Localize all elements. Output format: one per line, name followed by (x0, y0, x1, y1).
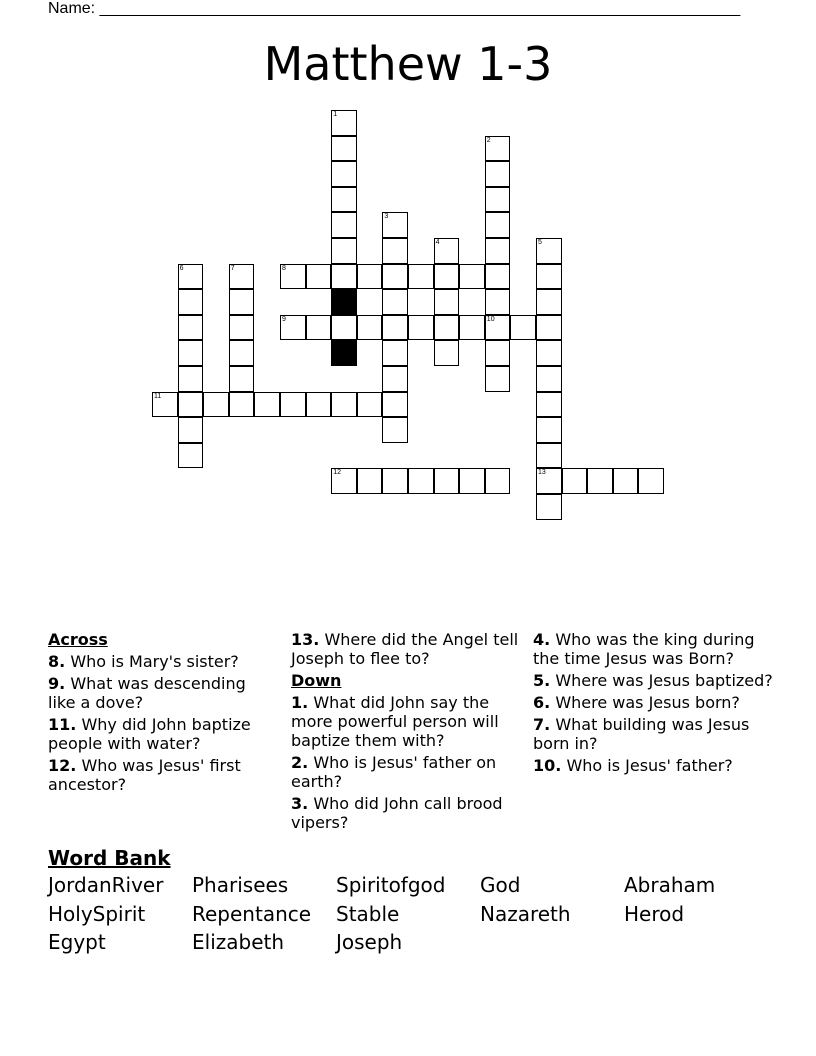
crossword-cell[interactable] (331, 161, 357, 187)
crossword-cell[interactable] (459, 264, 485, 290)
word-bank-word: Herod (624, 901, 685, 926)
crossword-cell[interactable] (485, 289, 511, 315)
crossword-cell[interactable] (331, 187, 357, 213)
crossword-cell[interactable] (229, 366, 255, 392)
clue-number: 10 (486, 315, 495, 323)
crossword-cell[interactable] (280, 315, 306, 341)
crossword-cell[interactable] (485, 161, 511, 187)
crossword-cell[interactable] (331, 264, 357, 290)
crossword-cell[interactable] (485, 212, 511, 238)
crossword-cell[interactable] (382, 468, 408, 494)
clue-down-4: 4. Who was the king during the time Jesus was Born? (533, 630, 755, 668)
crossword-cell[interactable] (485, 238, 511, 264)
clue-column-3 (533, 630, 773, 778)
crossword-cell[interactable] (613, 468, 639, 494)
word-bank-word: Abraham (624, 873, 716, 897)
crossword-cell[interactable] (331, 468, 357, 494)
clue-down-2: 2. Who is Jesus' father on earth? (291, 753, 497, 791)
crossword-cell[interactable] (485, 187, 511, 213)
crossword-cell[interactable] (280, 264, 306, 290)
crossword-cell[interactable] (485, 468, 511, 494)
crossword-cell[interactable] (229, 315, 255, 341)
crossword-cell[interactable] (536, 238, 562, 264)
crossword-cell[interactable] (587, 468, 613, 494)
crossword-cell[interactable] (203, 392, 229, 418)
clue-number: 12 (333, 469, 341, 477)
crossword-cell[interactable] (178, 417, 204, 443)
clue-column-2 (291, 630, 523, 835)
word-bank-word: Pharisees (192, 873, 289, 897)
clue-down-7: 7. What building was Jesus born in? (533, 715, 750, 753)
clue-down-5: 5. Where was Jesus baptized? (533, 671, 773, 690)
clue-across-9: 9. What was descending like a dove? (48, 674, 246, 712)
crossword-cell[interactable] (357, 468, 383, 494)
crossword-cell[interactable] (382, 366, 408, 392)
clue-number: 7 (230, 264, 235, 272)
crossword-cell[interactable] (306, 264, 332, 290)
down-heading: Down (291, 671, 342, 690)
crossword-cell[interactable] (306, 315, 332, 341)
crossword-cell[interactable] (382, 417, 408, 443)
clue-number: 8 (282, 264, 286, 272)
clue-number: 3 (384, 213, 389, 221)
crossword-cell[interactable] (485, 264, 511, 290)
crossword-cell[interactable] (408, 468, 434, 494)
crossword-cell[interactable] (331, 212, 357, 238)
crossword-cell[interactable] (408, 264, 434, 290)
page-title: Matthew 1-3 (263, 37, 553, 91)
clue-down-3: 3. Who did John call brood vipers? (291, 794, 503, 832)
clue-number: 9 (282, 315, 286, 323)
clue-number: 1 (333, 111, 338, 118)
crossword-cell[interactable] (434, 340, 460, 366)
clue-across-8: 8. Who is Mary's sister? (48, 652, 239, 671)
clue-down-6: 6. Where was Jesus born? (533, 693, 740, 712)
clue-number: 4 (435, 239, 440, 246)
clue-down-1: 1. What did John say the more powerful person will baptize them with? (291, 693, 499, 750)
crossword-cell[interactable] (536, 315, 562, 341)
crossword-cell[interactable] (510, 315, 536, 341)
crossword-cell[interactable] (178, 340, 204, 366)
crossword-cell[interactable] (331, 392, 357, 418)
crossword-cell[interactable] (485, 366, 511, 392)
crossword-cell[interactable] (485, 315, 511, 341)
crossword-cell[interactable] (331, 238, 357, 264)
crossword-cell[interactable] (152, 392, 178, 418)
crossword-cell[interactable] (459, 315, 485, 341)
crossword-cell[interactable] (178, 443, 204, 469)
clue-number: 6 (179, 264, 184, 272)
crossword-cell[interactable] (536, 289, 562, 315)
crossword-cell[interactable] (434, 315, 460, 341)
clue-down-10: 10. Who is Jesus' father? (533, 756, 733, 775)
word-bank (48, 873, 788, 959)
crossword-cell[interactable] (434, 468, 460, 494)
crossword-cell[interactable] (382, 264, 408, 290)
clue-column-1 (48, 630, 278, 797)
crossword-cell[interactable] (408, 315, 434, 341)
clue-number: 13 (538, 469, 546, 477)
crossword-cell[interactable] (536, 392, 562, 418)
crossword-cell[interactable] (562, 468, 588, 494)
crossword-cell[interactable] (536, 494, 562, 520)
across-heading: Across (48, 630, 108, 649)
crossword-cell[interactable] (485, 340, 511, 366)
crossword-cell[interactable] (229, 392, 255, 418)
crossword-cell[interactable] (536, 417, 562, 443)
word-bank-word: HolySpirit (48, 901, 146, 926)
crossword-cell[interactable] (382, 289, 408, 315)
crossword-cell[interactable] (382, 392, 408, 418)
crossword-cell[interactable] (434, 289, 460, 315)
word-bank-word: Elizabeth (192, 930, 285, 954)
crossword-cell[interactable] (382, 340, 408, 366)
crossword-cell[interactable] (331, 136, 357, 162)
clue-across-11: 11. Why did John baptize people with water? (48, 715, 251, 753)
clue-number: 11 (154, 392, 162, 400)
crossword-cell[interactable] (434, 238, 460, 264)
clue-number: 2 (486, 136, 491, 144)
crossword-cell[interactable] (280, 392, 306, 418)
crossword-cell[interactable] (229, 264, 255, 290)
crossword-cell[interactable] (536, 443, 562, 469)
word-bank-word: Stable (336, 901, 400, 926)
crossword-cell[interactable] (178, 315, 204, 341)
crossword-cell[interactable] (254, 392, 280, 418)
word-bank-title: Word Bank (48, 846, 171, 870)
word-bank-word: Repentance (192, 901, 312, 926)
crossword-cell[interactable] (357, 264, 383, 290)
word-bank-word: God (480, 873, 521, 897)
crossword-cell[interactable] (485, 136, 511, 162)
crossword-cell[interactable] (306, 392, 332, 418)
crossword-cell[interactable] (357, 315, 383, 341)
word-bank-word: Joseph (336, 930, 403, 954)
crossword-cell[interactable] (382, 315, 408, 341)
word-bank-word: Egypt (48, 930, 106, 954)
crossword-cell[interactable] (178, 366, 204, 392)
crossword-cell[interactable] (178, 289, 204, 315)
crossword-block (331, 340, 357, 366)
clue-across-12: 12. Who was Jesus' first ancestor? (48, 756, 241, 794)
clue-across-13: 13. Where did the Angel tell Joseph to flee to? (291, 630, 519, 668)
crossword-cell[interactable] (331, 110, 357, 136)
crossword-cell[interactable] (434, 264, 460, 290)
crossword-cell[interactable] (382, 212, 408, 238)
word-bank-word: Nazareth (480, 901, 571, 926)
crossword-cell[interactable] (536, 468, 562, 494)
crossword-cell[interactable] (382, 238, 408, 264)
crossword-cell[interactable] (536, 340, 562, 366)
crossword-cell[interactable] (536, 366, 562, 392)
crossword-cell[interactable] (357, 392, 383, 418)
crossword-cell[interactable] (178, 392, 204, 418)
crossword-cell[interactable] (459, 468, 485, 494)
clue-number: 5 (538, 239, 542, 246)
crossword-cell[interactable] (331, 315, 357, 341)
crossword-cell[interactable] (638, 468, 664, 494)
word-bank-word: JordanRiver (48, 873, 164, 897)
name-line: Name: ________________________________________________________________________ (48, 0, 741, 17)
crossword-block (331, 289, 357, 315)
crossword-cell[interactable] (178, 264, 204, 290)
crossword-cell[interactable] (229, 340, 255, 366)
crossword-cell[interactable] (536, 264, 562, 290)
crossword-cell[interactable] (229, 289, 255, 315)
word-bank-word: Spiritofgod (336, 873, 446, 897)
